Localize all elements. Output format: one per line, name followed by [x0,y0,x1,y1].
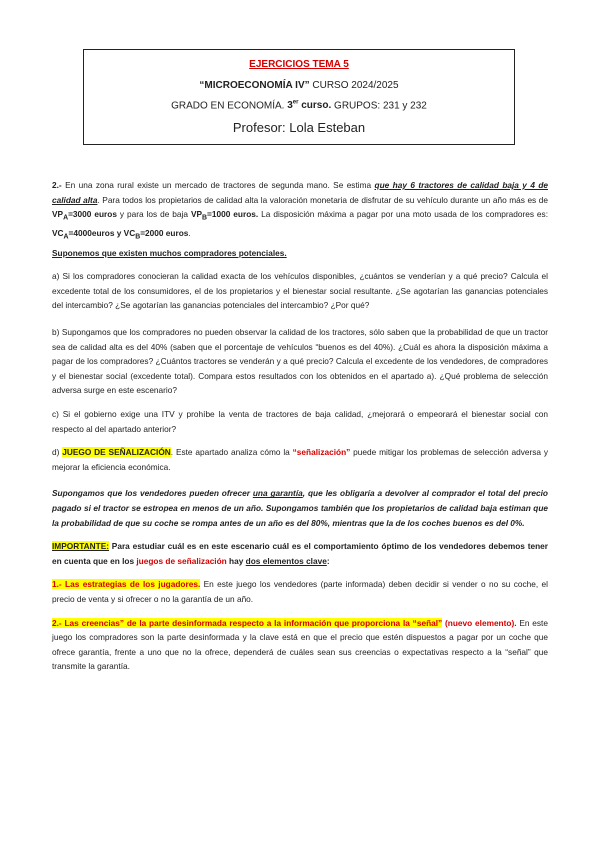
assumption-paragraph: Supongamos que los vendedores pueden ofrecer una garantía, que les obligaría a devolver al comprador el total del precio pagado si el tractor se estropea en menos de un año. Supongamos también que los propietarios de calidad baja estiman que la probabilidad de que su coche se rompa antes de un año es del 80%, mientras que la de los coches buenos es del 0%. [52,488,548,528]
course-name: “MICROECONOMÍA IV” [199,80,310,91]
element-1: 1.- Las estrategias de los jugadores. En este juego los vendedores (parte informada) deben decidir si vender o no su coche, el precio de venta y si ofrecer o no la garantía de un año. [52,579,548,604]
vpa-value: $VP_A=3000$ euros [52,209,117,222]
important-paragraph: IMPORTANTE: Para estudiar cuál es en este escenario cuál es el comportamiento óptimo de los vendedores debemos tener en cuenta que en los juegos de señalización hay dos elementos clave: [52,541,548,566]
part-b: b) Supongamos que los compradores no pueden observar la calidad de los tractores, sólo saben que la probabilidad de que un tractor sea de calidad alta es del 40% (saben que el porcentaje de vehículos “buenos es del 40%). ¿Cuál es ahora la disposición máxima a pagar de los compradores? ¿Cuántos tractores se venderán y a qué precio? Calcula el excedente de los vendedores, de compradores y el bienestar social (excedente total). Compara estos resultados con los obtenidos en el apartado a). ¿Qué problema de selección adversa surge en este escenario? [52,327,548,396]
course-year: CURSO 2024/2025 [309,80,399,91]
element-1-label: 1.- Las estrategias de los jugadores. [52,579,201,590]
exercise-content [52,178,548,674]
element-2-label: 2.- Las creencias” de la parte desinformada respecto a la información que proporciona la “señal” [52,617,443,628]
assumption-line: Suponemos que existen muchos compradores potenciales. [52,247,287,258]
element-2: 2.- Las creencias” de la parte desinformada respecto a la información que proporciona la “señal” (nuevo elemento). En este juego los compradores son la parte desinformada y la clave está en que el precio que estén dispuestos a pagar por un coche que ofrece garantía, frente a uno que no la ofrece, dependerá de cuáles sean sus creencias o expectativas respecto a la “señal” que transmite la garantía. [52,617,548,672]
professor-line: Profesor: Lola Esteban [232,120,366,136]
vpb-value: $VP_B=1000$ euros. [190,209,259,222]
signaling-game-label: JUEGO DE SEÑALIZACIÓN [62,447,171,458]
part-a: a) Si los compradores conocieran la calidad exacta de los vehículos disponibles, ¿cuántos se venderían y a qué precio? Calcula el excedente total de los consumidores, el de los propietarios y el bienestar social resultante. ¿Se agotarían las ganancias potenciales del intercambio? ¿Se agotarían las ganancias potenciales del intercambio? ¿Por qué? [52,271,548,311]
vcb-value: $VC_B=2000$ euros [123,228,189,242]
signaling-quote: “señalización” [292,447,351,458]
degree: GRADO EN ECONOMÍA. [171,100,288,112]
intro-paragraph: 2.- En una zona rural existe un mercado de tractores de segunda mano. Se estima que hay 6 tractores de calidad baja y 4 de calidad alta. Para todos los propietarios de calidad alta la valoración monetaria de disfrutar de su vehículo durante un año más es de $VP_A=3000$ euros y para los de baja $VP_B=1000$ euros. La disposición máxima a pagar por una moto usada de los compradores es: $VC_A=4000euros$ y $VC_B=2000$ euros. [52,180,549,242]
part-d: d) JUEGO DE SEÑALIZACIÓN. Este apartado analiza cómo la “señalización” puede mitigar los problemas de selección adversa y mejorar la eficiencia económica. [52,447,548,472]
exercise-number: 2.- [52,180,62,190]
header-box [83,49,515,145]
vca-value: $VC_A=4000euros$ y [52,228,124,242]
course-line [84,80,514,91]
groups: GRUPOS: 231 y 232 [331,100,427,112]
degree-line [84,100,514,111]
tractor-counts: que hay 6 tractores de calidad baja y 4 de calidad alta [52,180,549,205]
exercise-title: EJERCICIOS TEMA 5 [249,59,349,70]
important-label: IMPORTANTE: [52,541,109,552]
curso-label: 3er curso. [287,100,332,112]
part-c: c) Si el gobierno exige una ITV y prohíbe la venta de tractores de baja calidad, ¿mejorará o empeorará el bienestar social con respecto al del apartado anterior? [52,409,548,434]
